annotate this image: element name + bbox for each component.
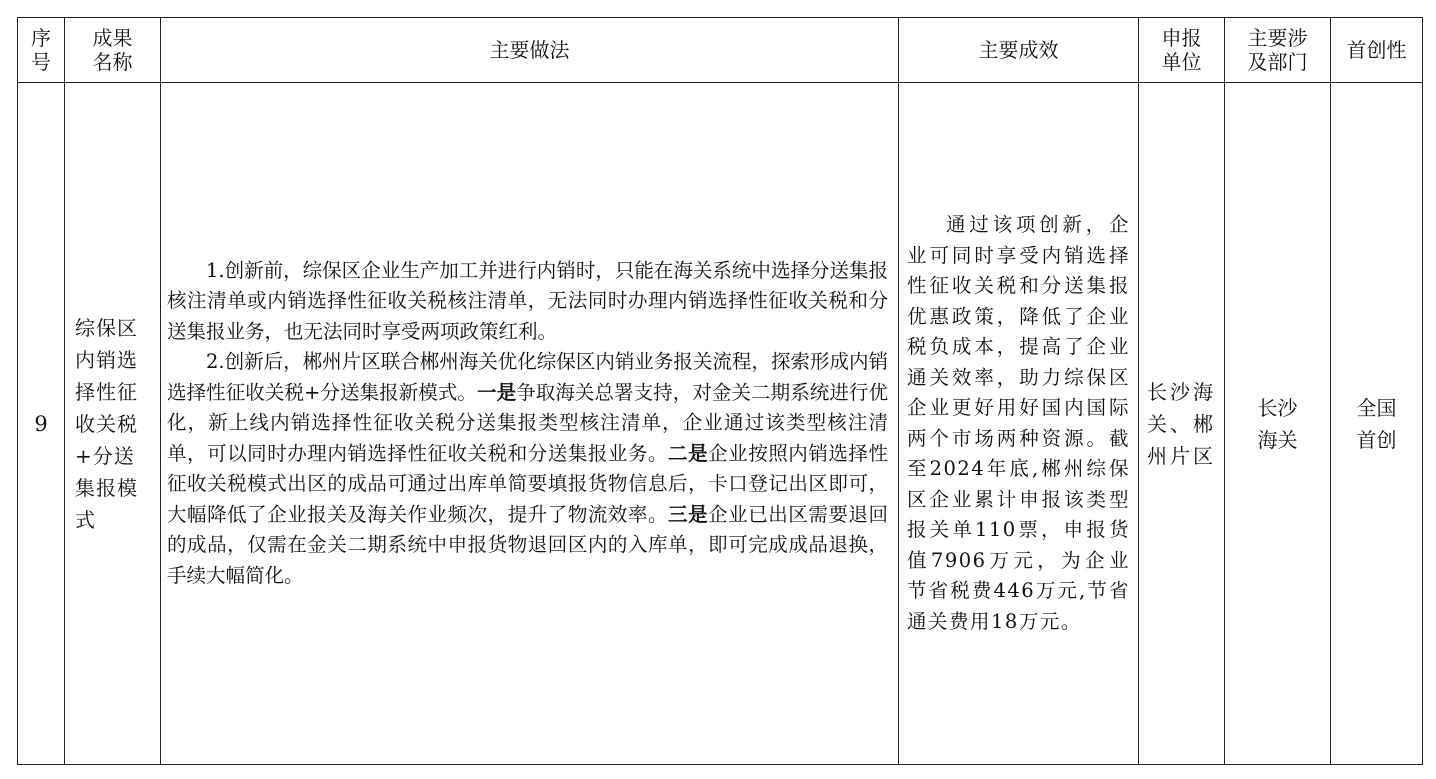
row-effect	[899, 83, 1139, 765]
row-name: 综保区内销选择性征收关税+分送集报模式	[65, 83, 161, 765]
keyword-second: 二是	[668, 441, 709, 465]
header-seq: 序 号	[18, 18, 65, 83]
header-unit: 申报 单位	[1139, 18, 1225, 83]
header-effect: 主要成效	[899, 18, 1139, 83]
keyword-first: 一是	[477, 380, 517, 404]
header-name: 成果 名称	[65, 18, 161, 83]
row-method	[161, 83, 899, 765]
keyword-third: 三是	[668, 502, 709, 526]
header-method: 主要做法	[161, 18, 899, 83]
header-row	[18, 18, 1423, 83]
row-seq: 9	[18, 83, 65, 765]
row-first: 全国 首创	[1331, 83, 1423, 765]
method-paragraph-1: 1.创新前，综保区企业生产加工并进行内销时，只能在海关系统中选择分送集报核注清单或内销选择性征收关税核注清单，无法同时办理内销选择性征收关税和分送集报业务，也无法同时享受两项政策红利。	[167, 258, 888, 343]
row-dept: 长沙 海关	[1225, 83, 1331, 765]
row-unit: 长沙海关、郴州片区	[1139, 83, 1225, 765]
header-first: 首创性	[1331, 18, 1423, 83]
header-dept: 主要涉 及部门	[1225, 18, 1331, 83]
achievement-table	[17, 17, 1423, 765]
table-row	[18, 83, 1423, 765]
method-paragraph-2: 2.创新后，郴州片区联合郴州海关优化综保区内销业务报关流程，探索形成内销选择性征收关税+分送集报新模式。一是争取海关总署支持，对金关二期系统进行优化，新上线内销选择性征收关税分送集报类型核注清单，企业通过该类型核注清单，可以同时办理内销选择性征收关税和分送集报业务。二是企业按照内销选择性征收关税模式出区的成品可通过出库单简要填报货物信息后，卡口登记出区即可，大幅降低了企业报关及海关作业频次，提升了物流效率。三是企业已出区需要退回的成品，仅需在金关二期系统中申报货物退回区内的入库单，即可完成成品退换，手续大幅简化。	[167, 350, 888, 587]
effect-paragraph: 通过该项创新，企业可同时享受内销选择性征收关税和分送集报优惠政策，降低了企业税负成本，提高了企业通关效率，助力综保区企业更好用好国内国际两个市场两种资源。截至2024年底,郴州综保区企业累计申报该类型报关单110票，申报货值7906万元，为企业节省税费446万元,节省通关费用18万元。	[907, 213, 1130, 633]
